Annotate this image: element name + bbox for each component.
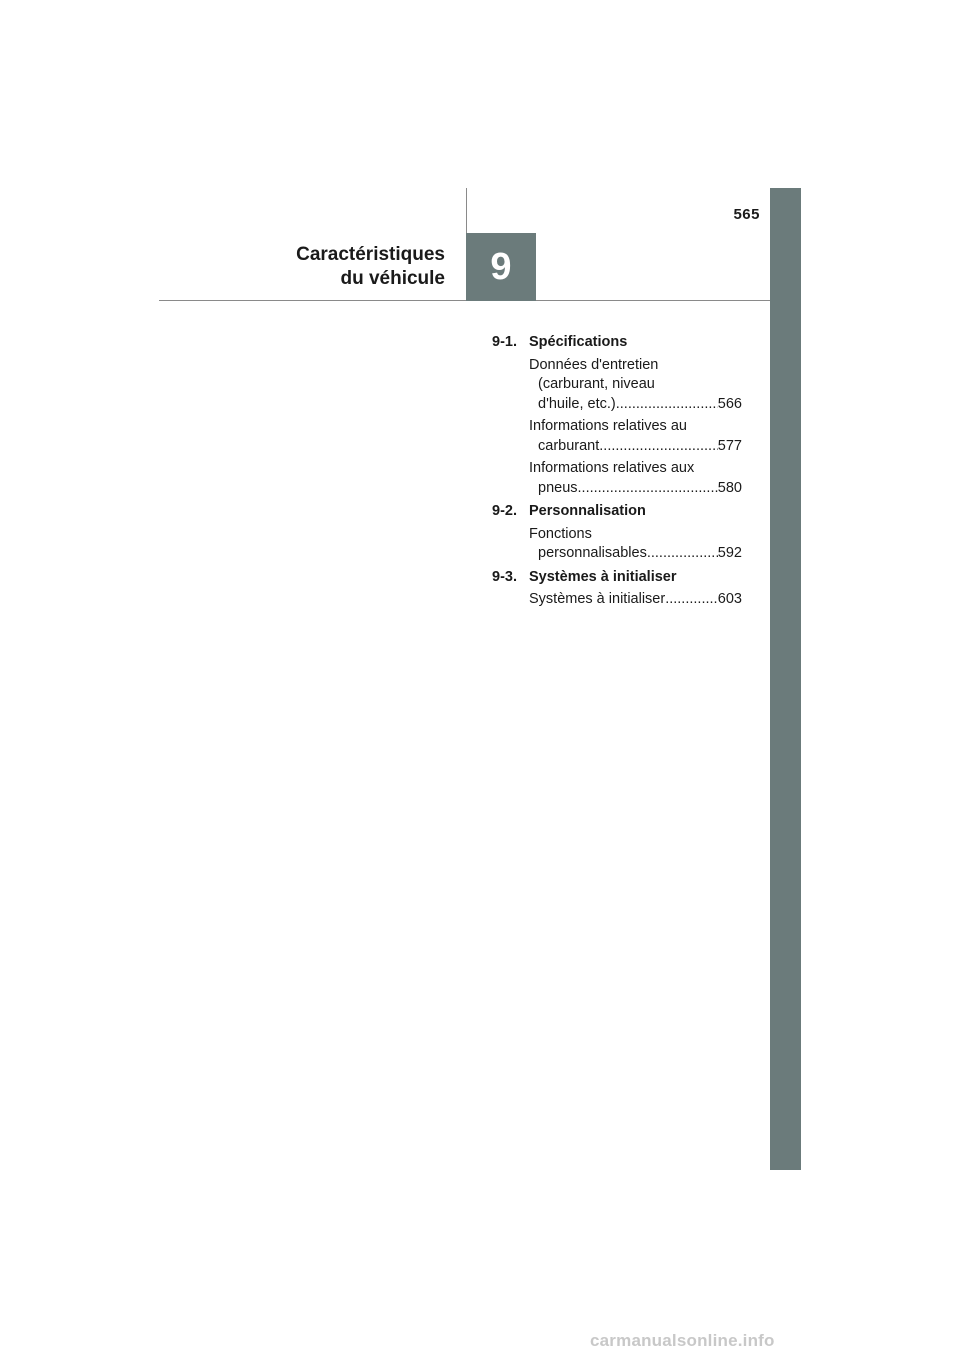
- chapter-title: [240, 243, 445, 291]
- toc-section-number: 9-3.: [492, 568, 517, 585]
- toc-entry[interactable]: [529, 459, 742, 498]
- toc-entry-line: (carburant, niveau: [538, 376, 655, 392]
- toc-entry-leader-line: [529, 395, 742, 415]
- toc-page-number: 603: [717, 591, 742, 607]
- toc-page-number: 580: [717, 479, 742, 496]
- toc-entry-leader-line: [529, 590, 742, 610]
- chapter-number-box: 9: [466, 233, 536, 301]
- toc-entry-line: Informations relatives au: [529, 418, 687, 434]
- toc-page-number: 592: [717, 545, 742, 561]
- toc-section: [492, 568, 742, 610]
- toc-section-number: 9-2.: [492, 503, 517, 519]
- toc-dot-leader: [599, 437, 718, 457]
- toc-entry[interactable]: [529, 590, 742, 610]
- toc-entry-line: Fonctions: [529, 525, 592, 542]
- toc-entry-line: Données d'entretien: [529, 356, 659, 373]
- toc-entry-text: d'huile, etc.): [538, 395, 616, 412]
- chapter-title-line-2: du véhicule: [340, 268, 445, 289]
- toc-section: [492, 333, 742, 498]
- watermark: carmanualsonline.info: [590, 1331, 775, 1350]
- toc-entry[interactable]: [529, 417, 742, 456]
- toc-section-heading: [492, 568, 742, 588]
- table-of-contents: [492, 333, 742, 614]
- header-horizontal-divider: [159, 300, 770, 301]
- toc-dot-leader: [665, 590, 718, 610]
- toc-section-number: 9-1.: [492, 334, 517, 350]
- toc-entry-text: carburant: [538, 437, 600, 454]
- toc-section-title: Personnalisation: [529, 503, 646, 519]
- toc-section: [492, 502, 742, 564]
- toc-entry-line: Informations relatives aux: [529, 460, 695, 476]
- page-number: 565: [733, 206, 760, 223]
- toc-page-number: 566: [717, 395, 742, 412]
- toc-section-title: Spécifications: [529, 334, 628, 350]
- toc-section-title: Systèmes à initialiser: [529, 568, 677, 585]
- toc-entry-leader-line: [529, 479, 742, 499]
- toc-entry[interactable]: [529, 356, 742, 415]
- toc-entry-leader-line: [529, 437, 742, 457]
- toc-dot-leader: [647, 544, 718, 564]
- toc-entry-text: Systèmes à initialiser: [529, 591, 666, 607]
- chapter-side-tab: [770, 188, 801, 1170]
- chapter-title-line-1: Caractéristiques: [296, 244, 445, 265]
- toc-entry[interactable]: [529, 525, 742, 564]
- toc-section-heading: [492, 502, 742, 522]
- toc-section-heading: [492, 333, 742, 353]
- toc-entry-leader-line: [529, 544, 742, 564]
- toc-page-number: 577: [717, 437, 742, 454]
- toc-dot-leader: [616, 395, 718, 415]
- toc-dot-leader: [578, 479, 718, 499]
- toc-entry-text: pneus: [538, 479, 578, 496]
- toc-entry-text: personnalisables: [538, 545, 647, 561]
